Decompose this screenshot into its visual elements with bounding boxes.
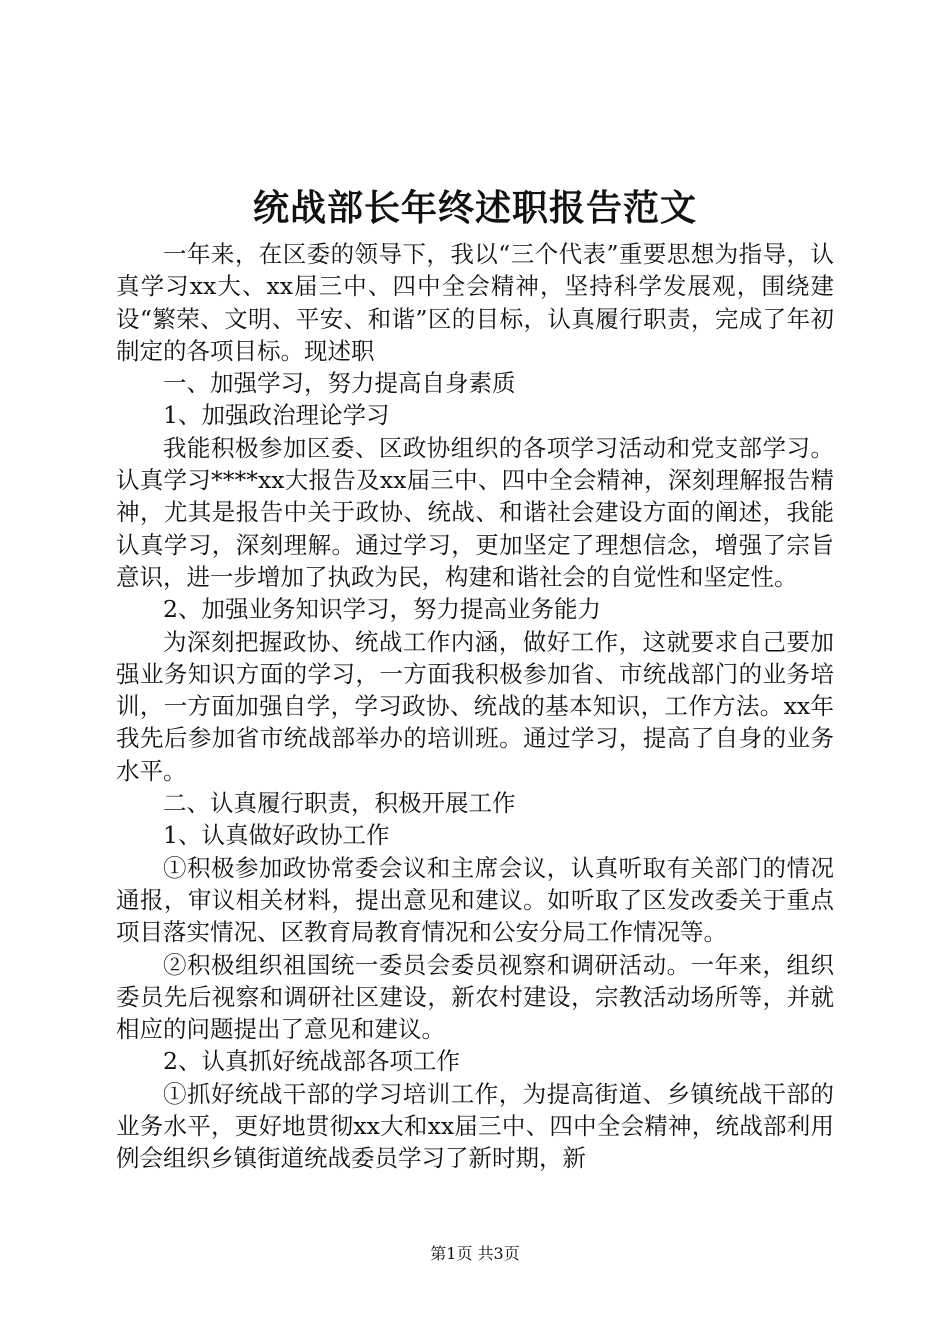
paragraph: 一年来，在区委的领导下，我以“三个代表”重要思想为指导，认真学习xx大、xx届三中、四中全会精神，坚持科学发展观，围绕建设“繁荣、文明、平安、和谐”区的目标，认真履行职责，完成了年初制定的各项目标。现述职 <box>116 240 834 365</box>
paragraph: 我能积极参加区委、区政协组织的各项学习活动和党支部学习。认真学习****xx大报告及xx届三中、四中全会精神，深刻理解报告精神，尤其是报告中关于政协、统战、和谐社会建设方面的阐述，我能认真学习，深刻理解。通过学习，更加坚定了理想信念，增强了宗旨意识，进一步增加了执政为民，构建和谐社会的自觉性和坚定性。 <box>116 433 834 591</box>
paragraph: ①抓好统战干部的学习培训工作，为提高街道、乡镇统战干部的业务水平，更好地贯彻xx大和xx届三中、四中全会精神，统战部利用例会组织乡镇街道统战委员学习了新时期，新 <box>116 1079 834 1173</box>
subsection-heading: 1、认真做好政协工作 <box>163 821 390 850</box>
paragraph: ①积极参加政协常委会议和主席会议，认真听取有关部门的情况通报，审议相关材料，提出意见和建议。如听取了区发改委关于重点项目落实情况、区教育局教育情况和公安分局工作情况等。 <box>116 853 834 947</box>
subsection-heading: 2、认真抓好统战部各项工作 <box>163 1047 460 1076</box>
subsection-heading: 2、加强业务知识学习，努力提高业务能力 <box>163 595 601 624</box>
paragraph: 为深刻把握政协、统战工作内涵，做好工作，这就要求自己要加强业务知识方面的学习，一方面我积极参加省、市统战部门的业务培训，一方面加强自学，学习政协、统战的基本知识，工作方法。xx年我先后参加省市统战部举办的培训班。通过学习，提高了自身的业务水平。 <box>116 627 834 785</box>
section-heading: 一、加强学习，努力提高自身素质 <box>163 369 516 398</box>
paragraph: ②积极组织祖国统一委员会委员视察和调研活动。一年来，组织委员先后视察和调研社区建设，新农村建设，宗教活动场所等，并就相应的问题提出了意见和建议。 <box>116 950 834 1044</box>
page-footer: 第1页 共3页 <box>430 1244 520 1263</box>
document-body <box>116 238 834 1175</box>
document-title: 统战部长年终述职报告范文 <box>252 187 697 229</box>
section-heading: 二、认真履行职责，积极开展工作 <box>163 789 516 818</box>
subsection-heading: 1、加强政治理论学习 <box>163 401 390 430</box>
